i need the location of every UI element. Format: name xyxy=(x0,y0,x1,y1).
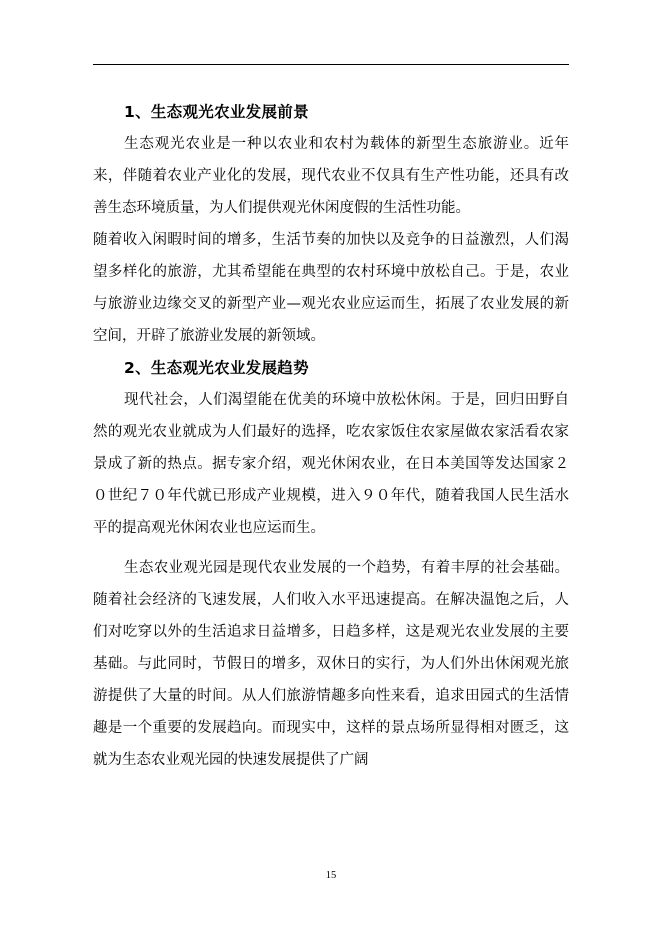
paragraph: 随着收入闲暇时间的增多，生活节奏的加快以及竞争的日益激烈，人们渴望多样化的旅游，尤其希望能在典型的农村环境中放松自己。于是，农业与旅游业边缘交叉的新型产业—观光农业应运而生，拓展了农业发展的新空间，开辟了旅游业发展的新领域。 xyxy=(93,232,569,344)
section-heading: 2、生态观光农业发展趋势 xyxy=(124,359,309,377)
document-body xyxy=(93,96,569,776)
header-rule xyxy=(93,64,569,65)
paragraph: 生态农业观光园是现代农业发展的一个趋势，有着丰厚的社会基础。随着社会经济的飞速发展，人们收入水平迅速提高。在解决温饱之后，人们对吃穿以外的生活追求日益增多，日趋多样，这是观光农业发展的主要基础。与此同时，节假日的增多，双休日的实行，为人们外出休闲观光旅游提供了大量的时间。从人们旅游情趣多向性来看，追求田园式的生活情趣是一个重要的发展趋向。而现实中，这样的景点场所显得相对匮乏，这就为生态农业观光园的快速发展提供了广阔 xyxy=(93,560,569,768)
section-heading: 1、生态观光农业发展前景 xyxy=(124,103,309,121)
paragraph-spacer xyxy=(93,544,569,552)
paragraph: 现代社会，人们渴望能在优美的环境中放松休闲。于是，回归田野自然的观光农业就成为人们最好的选择，吃农家饭住农家屋做农家活看农家景成了新的热点。据专家介绍，观光休闲农业，在日本美国等发达国家２０世纪７０年代就已形成产业规模，进入９０年代，随着我国人民生活水平的提高观光休闲农业也应运而生。 xyxy=(93,392,569,536)
paragraph: 生态观光农业是一种以农业和农村为载体的新型生态旅游业。近年来，伴随着农业产业化的发展，现代农业不仅具有生产性功能，还具有改善生态环境质量，为人们提供观光休闲度假的生活性功能。 xyxy=(93,136,569,216)
page-number: 15 xyxy=(325,870,337,881)
